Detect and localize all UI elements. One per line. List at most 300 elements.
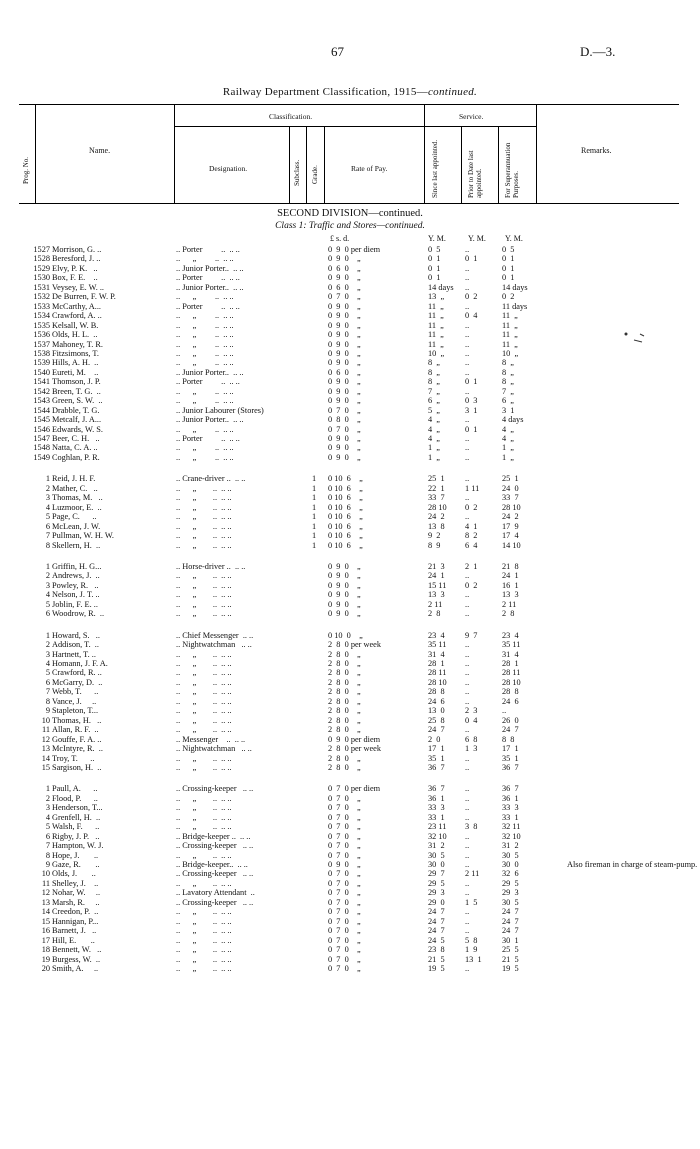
prog-number: 2 (45, 483, 50, 493)
service-since-last: 2 0 (428, 734, 441, 744)
rate-of-pay: 0 7 0 „ (328, 812, 361, 822)
service-superannuation: 25 5 (502, 945, 519, 955)
service-superannuation: 26 0 (502, 715, 519, 725)
rate-of-pay: 0 10 6 „ (328, 531, 363, 541)
service-since-last: 36 1 (428, 793, 445, 803)
service-since-last: 29 0 (428, 897, 445, 907)
prog-number: 5 (45, 512, 50, 522)
designation: .. „ .. .. .. (176, 907, 232, 917)
service-superannuation: 2 8 (502, 609, 515, 619)
employee-name: Bennett, W. .. (52, 945, 102, 955)
prog-number: 5 (45, 599, 50, 609)
col-classification: Classification. (269, 112, 313, 121)
col-designation: Designation. (209, 164, 248, 173)
service-superannuation: 24 7 (502, 926, 519, 936)
service-prior: .. (465, 367, 470, 377)
subclass: 1 (312, 502, 317, 512)
rate-of-pay: 0 9 0 per diem (328, 245, 381, 254)
rate-of-pay: 0 7 0 „ (328, 888, 361, 898)
rate-of-pay: 0 7 0 per diem (328, 784, 381, 794)
service-superannuation: 24 7 (502, 725, 519, 735)
designation: .. Crane-driver .. .. .. (176, 474, 246, 484)
service-prior: .. (465, 571, 470, 581)
designation: .. „ .. .. .. (176, 396, 234, 406)
rate-of-pay: 2 8 0 „ (328, 696, 361, 706)
rate-of-pay: 0 9 0 „ (328, 386, 361, 396)
rate-of-pay: 0 7 0 „ (328, 926, 361, 936)
service-since-last: 24 5 (428, 935, 445, 945)
service-prior: 0 2 (465, 580, 478, 590)
designation: .. „ .. .. .. (176, 424, 234, 434)
service-prior: .. (465, 659, 470, 668)
service-since-last: 33 1 (428, 812, 445, 822)
service-prior: .. (465, 339, 470, 349)
service-since-last: 35 1 (428, 753, 445, 763)
class-title: Class 1: Traffic and Stores—continued. (275, 221, 425, 231)
service-superannuation: 24 7 (502, 916, 519, 926)
service-prior: .. (465, 907, 470, 917)
designation: .. Porter .. .. .. (176, 273, 240, 283)
units-since: Y. M. (428, 234, 446, 243)
rate-of-pay: 0 10 0 „ (328, 630, 363, 640)
rate-of-pay: 0 7 0 „ (328, 945, 361, 955)
employee-name: Thomson, J. P. (52, 377, 101, 387)
service-since-last: 24 7 (428, 916, 445, 926)
designation: .. „ .. .. .. (176, 590, 232, 600)
rate-of-pay: 0 9 0 „ (328, 443, 361, 453)
service-prior: .. (465, 696, 470, 706)
employee-name: Nelson, J. T. .. (52, 590, 100, 600)
service-prior: 2 1 (465, 561, 478, 571)
service-since-last: 17 1 (428, 744, 445, 754)
service-prior: 13 1 (465, 954, 482, 964)
service-superannuation: 29 3 (502, 888, 519, 898)
prog-number: 1542 (33, 386, 50, 396)
service-prior: .. (465, 245, 470, 254)
designation: .. „ .. .. .. (176, 659, 232, 668)
service-superannuation: 36 1 (502, 793, 519, 803)
service-prior: .. (465, 687, 470, 697)
employee-name: Metcalf, J. A... (52, 415, 102, 425)
prog-number: 6 (45, 521, 50, 531)
service-superannuation: 14 days (502, 282, 528, 292)
service-prior: .. (465, 452, 470, 462)
employee-name: Elvy, P. K. .. (52, 263, 98, 273)
designation: .. Crossing-keeper .. .. (176, 897, 254, 907)
designation: .. Crossing-keeper .. .. (176, 869, 254, 879)
service-superannuation: 3 1 (502, 405, 515, 415)
employee-name: Luzmoor, E. .. (52, 502, 102, 512)
designation: .. „ .. .. .. (176, 512, 232, 522)
service-prior: .. (465, 609, 470, 619)
prog-number: 1 (45, 474, 50, 484)
service-superannuation: 17 4 (502, 531, 519, 541)
service-superannuation: 32 10 (502, 831, 521, 841)
service-prior: .. (465, 762, 470, 772)
rate-of-pay: 0 9 0 „ (328, 599, 361, 609)
col-name: Name. (89, 146, 111, 155)
service-superannuation: 6 „ (502, 396, 514, 406)
rate-of-pay: 0 7 0 „ (328, 935, 361, 945)
designation: .. „ .. .. .. (176, 916, 232, 926)
service-prior: .. (465, 878, 470, 888)
prog-number: 3 (45, 493, 50, 503)
rate-of-pay: 0 10 6 „ (328, 512, 363, 522)
service-superannuation: 28 10 (502, 502, 521, 512)
employee-name: Marsh, R. .. (52, 897, 100, 907)
service-superannuation: 36 7 (502, 762, 519, 772)
employee-name: Crawford, A. .. (52, 311, 102, 321)
employee-name: Drabble, T. G. (52, 405, 100, 415)
service-since-last: 33 3 (428, 803, 445, 813)
service-superannuation: 28 8 (502, 687, 519, 697)
remarks: Also fireman in charge of steam-pump. (567, 860, 698, 869)
employee-name: Shelley, J. .. (52, 878, 99, 888)
employee-name: Joblin, F. E. .. (52, 599, 98, 609)
service-since-last: 2 11 (428, 599, 443, 609)
rate-of-pay: 0 9 0 „ (328, 348, 361, 358)
prog-number: 1 (45, 630, 50, 640)
service-since-last: 23 8 (428, 945, 445, 955)
prog-number: 5 (45, 822, 50, 832)
table-header (19, 104, 679, 204)
designation: .. „ .. .. .. (176, 254, 234, 264)
designation: .. „ .. .. .. (176, 762, 232, 772)
rate-of-pay: 0 9 0 „ (328, 254, 361, 264)
designation: .. Nightwatchman .. .. (176, 640, 252, 650)
service-superannuation: 10 „ (502, 348, 519, 358)
service-prior: .. (465, 725, 470, 735)
employee-name: Page, C. .. (52, 512, 97, 522)
service-superannuation: 4 days (502, 415, 524, 425)
service-since-last: 0 1 (428, 254, 441, 264)
designation: .. „ .. .. .. (176, 493, 232, 503)
service-since-last: 2 8 (428, 609, 441, 619)
service-since-last: 25 8 (428, 715, 445, 725)
service-superannuation: 33 7 (502, 493, 519, 503)
designation: .. „ .. .. .. (176, 677, 232, 687)
service-since-last: 36 7 (428, 762, 445, 772)
service-since-last: 30 5 (428, 850, 445, 860)
designation: .. „ .. .. .. (176, 292, 234, 302)
service-superannuation: 30 0 (502, 860, 519, 869)
service-prior: .. (465, 888, 470, 898)
rate-of-pay: 2 8 0 „ (328, 725, 361, 735)
prog-number: 1546 (33, 424, 50, 434)
rate-of-pay: 0 10 6 „ (328, 540, 363, 550)
designation: .. „ .. .. .. (176, 521, 232, 531)
employee-name: Flood, P. .. (52, 793, 98, 803)
service-superannuation: 17 1 (502, 744, 519, 754)
service-since-last: 28 10 (428, 502, 447, 512)
units-prior: Y. M. (468, 234, 486, 243)
service-superannuation: 23 4 (502, 630, 519, 640)
service-prior: .. (465, 443, 470, 453)
employee-name: Nohar, W. .. (52, 888, 101, 898)
prog-number: 14 (41, 907, 50, 917)
employee-name: Thomas, H. .. (52, 715, 102, 725)
service-prior: .. (465, 916, 470, 926)
prog-number: 17 (41, 935, 50, 945)
designation: .. „ .. .. .. (176, 580, 232, 590)
service-superannuation: 0 2 (502, 292, 515, 302)
prog-number: 14 (41, 753, 50, 763)
service-prior: .. (465, 793, 470, 803)
service-prior: 0 2 (465, 292, 478, 302)
service-prior: .. (465, 348, 470, 358)
prog-number: 13 (41, 744, 50, 754)
prog-number: 1535 (33, 320, 50, 330)
service-since-last: 0 1 (428, 263, 441, 273)
employee-name: De Burren, F. W. P. (52, 292, 116, 302)
service-since-last: 11 „ (428, 330, 444, 340)
service-superannuation: 32 11 (502, 822, 521, 832)
employee-name: Skellern, H. .. (52, 540, 101, 550)
designation: .. „ .. .. .. (176, 320, 234, 330)
service-prior: .. (465, 330, 470, 340)
designation: .. Messenger .. .. .. (176, 734, 246, 744)
designation: .. „ .. .. .. (176, 609, 232, 619)
subclass: 1 (312, 493, 317, 503)
service-prior: 1 11 (465, 483, 480, 493)
rate-of-pay: 2 8 0 „ (328, 687, 361, 697)
prog-number: 6 (45, 831, 50, 841)
service-prior: 1 3 (465, 744, 478, 754)
table-row (0, 763, 700, 773)
service-prior: 0 1 (465, 424, 478, 434)
service-prior: .. (465, 434, 470, 443)
prog-number: 3 (45, 649, 50, 659)
service-prior: .. (465, 599, 470, 609)
service-prior: 1 5 (465, 897, 478, 907)
service-superannuation: 11 „ (502, 320, 518, 330)
rate-of-pay: 0 9 0 „ (328, 377, 361, 387)
rate-of-pay: 0 9 0 „ (328, 301, 361, 311)
employee-name: Woodrow, R. .. (52, 609, 105, 619)
employee-name: Gouffe, F. A. .. (52, 734, 102, 744)
document-reference: D.—3. (580, 44, 616, 59)
rate-of-pay: 0 9 0 „ (328, 590, 361, 600)
service-superannuation: 28 1 (502, 659, 519, 668)
service-since-last: 22 1 (428, 483, 445, 493)
service-prior: .. (465, 753, 470, 763)
designation: .. „ .. .. .. (176, 452, 234, 462)
prog-number: 12 (41, 734, 50, 744)
table-row (0, 541, 700, 551)
prog-number: 16 (41, 926, 50, 936)
prog-number: 8 (45, 540, 50, 550)
employee-name: Creedon, P. .. (52, 907, 99, 917)
page-number: 67 (331, 44, 344, 59)
rate-of-pay: 2 8 0 „ (328, 762, 361, 772)
service-since-last: 0 1 (428, 273, 441, 283)
designation: .. „ .. .. .. (176, 926, 232, 936)
prog-number: 9 (45, 860, 50, 869)
service-since-last: 31 2 (428, 841, 445, 851)
service-superannuation: 35 1 (502, 753, 519, 763)
service-prior: .. (465, 784, 470, 794)
designation: .. Chief Messenger .. .. (176, 630, 254, 640)
designation: .. „ .. .. .. (176, 945, 232, 955)
service-since-last: 4 „ (428, 424, 440, 434)
designation: .. „ .. .. .. (176, 571, 232, 581)
service-prior: .. (465, 640, 470, 650)
service-prior: 3 1 (465, 405, 478, 415)
service-superannuation: 30 5 (502, 850, 519, 860)
subclass: 1 (312, 531, 317, 541)
employee-name: McIntyre, R. .. (52, 744, 103, 754)
service-prior: .. (465, 850, 470, 860)
prog-number: 4 (45, 590, 50, 600)
service-superannuation: 14 10 (502, 540, 521, 550)
designation: .. Junior Porter.. .. .. (176, 415, 244, 425)
designation: .. Junior Porter.. .. .. (176, 282, 244, 292)
rate-of-pay: 0 9 0 „ (328, 311, 361, 321)
rate-of-pay: 0 6 0 „ (328, 367, 361, 377)
rate-of-pay: 0 7 0 „ (328, 878, 361, 888)
service-superannuation: 1 „ (502, 443, 514, 453)
prog-number: 2 (45, 571, 50, 581)
service-since-last: 28 11 (428, 668, 447, 678)
employee-name: Thomas, M. .. (52, 493, 103, 503)
service-prior: .. (465, 926, 470, 936)
rate-of-pay: 0 9 0 „ (328, 320, 361, 330)
prog-number: 20 (41, 963, 50, 973)
rate-of-pay: 0 6 0 „ (328, 282, 361, 292)
service-since-last: 29 3 (428, 888, 445, 898)
caption-main: Railway Department Classification, 1915— (222, 86, 428, 98)
col-prog-no: Prog. No. (22, 156, 30, 184)
designation: .. „ .. .. .. (176, 339, 234, 349)
rate-of-pay: 0 9 0 „ (328, 580, 361, 590)
col-prior: Prior to Date last appointed. (467, 150, 483, 198)
service-since-last: 24 7 (428, 907, 445, 917)
prog-number: 1527 (33, 245, 50, 254)
service-prior: 1 9 (465, 945, 478, 955)
rate-of-pay: 0 8 0 „ (328, 415, 361, 425)
service-prior: .. (465, 358, 470, 368)
rate-of-pay: 0 10 6 „ (328, 493, 363, 503)
service-prior: 8 2 (465, 531, 478, 541)
service-prior: .. (465, 963, 470, 973)
rate-of-pay: 0 7 0 „ (328, 841, 361, 851)
rate-of-pay: 0 7 0 „ (328, 424, 361, 434)
service-since-last: 36 7 (428, 784, 445, 794)
employee-name: Coghlan, P. R. (52, 452, 100, 462)
employee-name: Reid, J. H. F. (52, 474, 96, 484)
designation: .. Crossing-keeper .. .. (176, 841, 254, 851)
subclass: 1 (312, 512, 317, 522)
stray-ink-marks (622, 330, 652, 350)
designation: .. „ .. .. .. (176, 963, 232, 973)
prog-number: 1530 (33, 273, 50, 283)
rate-of-pay: 0 9 0 per diem (328, 734, 381, 744)
designation: .. Crossing-keeper .. .. (176, 784, 254, 794)
designation: .. „ .. .. .. (176, 668, 232, 678)
designation: .. Junior Porter.. .. .. (176, 263, 244, 273)
prog-number: 4 (45, 812, 50, 822)
employee-name: Griffin, H. G... (52, 561, 102, 571)
prog-number: 19 (41, 954, 50, 964)
employee-name: Box, F. E. .. (52, 273, 98, 283)
service-since-last: 24 1 (428, 571, 445, 581)
prog-number: 1 (45, 784, 50, 794)
employee-name: Walsh, F. .. (52, 822, 100, 832)
service-superannuation: 4 „ (502, 434, 514, 443)
prog-number: 8 (45, 696, 50, 706)
designation: .. „ .. .. .. (176, 812, 232, 822)
service-prior: .. (465, 649, 470, 659)
service-prior: 0 4 (465, 311, 478, 321)
service-since-last: 25 1 (428, 474, 445, 484)
service-since-last: 32 10 (428, 831, 447, 841)
prog-number: 10 (41, 715, 50, 725)
rate-of-pay: 0 9 0 „ (328, 273, 361, 283)
subclass: 1 (312, 540, 317, 550)
employee-name: Rigby, J. P. .. (52, 831, 100, 841)
prog-number: 4 (45, 502, 50, 512)
employee-name: Homann, J. F. A. (52, 659, 108, 668)
service-prior: 0 1 (465, 254, 478, 264)
service-superannuation: 21 8 (502, 561, 519, 571)
prog-number: 10 (41, 869, 50, 879)
employee-name: Beer, C. H. .. (52, 434, 100, 443)
table-row (0, 453, 700, 463)
rate-of-pay: 2 8 0 „ (328, 715, 361, 725)
prog-number: 1539 (33, 358, 50, 368)
prog-number: 1536 (33, 330, 50, 340)
rate-of-pay: 0 7 0 „ (328, 869, 361, 879)
service-since-last: 11 „ (428, 320, 444, 330)
designation: .. Porter .. .. .. (176, 301, 240, 311)
designation: .. „ .. .. .. (176, 696, 232, 706)
prog-number: 3 (45, 803, 50, 813)
service-since-last: 13 3 (428, 590, 445, 600)
designation: .. Junior Porter.. .. .. (176, 367, 244, 377)
prog-number: 6 (45, 677, 50, 687)
employee-name: Green, S. W. .. (52, 396, 103, 406)
employee-name: Vance, J. .. (52, 696, 97, 706)
designation: .. „ .. .. .. (176, 878, 232, 888)
designation: .. Nightwatchman .. .. (176, 744, 252, 754)
service-prior: .. (465, 493, 470, 503)
rate-of-pay: 2 8 0 „ (328, 649, 361, 659)
section-title: SECOND DIVISION—continued. (277, 208, 423, 219)
service-since-last: 11 „ (428, 311, 444, 321)
prog-number: 1538 (33, 348, 50, 358)
service-prior: .. (465, 301, 470, 311)
service-superannuation: 21 5 (502, 954, 519, 964)
table-row (0, 964, 700, 974)
service-prior: .. (465, 263, 470, 273)
prog-number: 1543 (33, 396, 50, 406)
service-prior: .. (465, 590, 470, 600)
prog-number: 5 (45, 668, 50, 678)
employee-name: Eureti, M. .. (52, 367, 99, 377)
table-row (0, 609, 700, 619)
service-superannuation: 24 7 (502, 907, 519, 917)
service-prior: 2 11 (465, 869, 480, 879)
prog-number: 1537 (33, 339, 50, 349)
service-since-last: 28 1 (428, 659, 445, 668)
service-superannuation: 0 1 (502, 263, 515, 273)
service-superannuation: 8 „ (502, 358, 514, 368)
prog-number: 1533 (33, 301, 50, 311)
employee-name: Barnett, J. .. (52, 926, 97, 936)
designation: .. „ .. .. .. (176, 935, 232, 945)
rate-of-pay: 0 7 0 „ (328, 803, 361, 813)
service-superannuation: 28 11 (502, 668, 521, 678)
